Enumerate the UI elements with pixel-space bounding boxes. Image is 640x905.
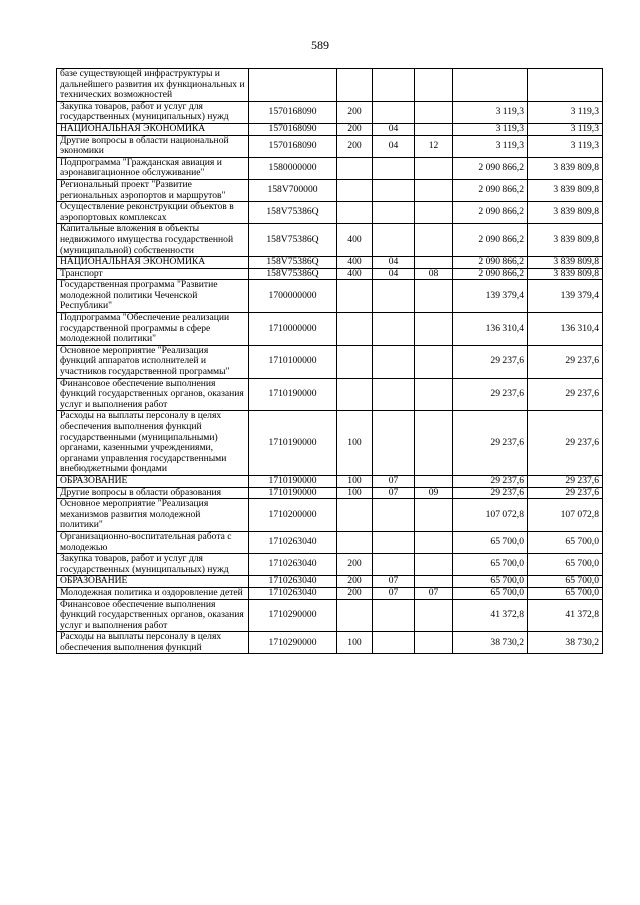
section-code <box>373 224 415 257</box>
expense-type <box>337 345 373 378</box>
amount-year-1: 2 090 866,2 <box>453 224 528 257</box>
amount-year-1: 2 090 866,2 <box>453 257 528 269</box>
expense-type <box>337 69 373 102</box>
subsection-code <box>415 69 453 102</box>
amount-year-2: 38 730,2 <box>528 632 603 654</box>
section-code: 07 <box>373 487 415 499</box>
section-code <box>373 179 415 201</box>
expense-type <box>337 313 373 346</box>
target-article-code: 158V75386Q <box>249 224 337 257</box>
target-article-code: 1570168090 <box>249 135 337 157</box>
expense-type <box>337 599 373 632</box>
amount-year-2 <box>528 69 603 102</box>
subsection-code <box>415 531 453 553</box>
subsection-code <box>415 224 453 257</box>
amount-year-1: 3 119,3 <box>453 101 528 123</box>
amount-year-2: 29 237,6 <box>528 487 603 499</box>
section-code <box>373 632 415 654</box>
amount-year-1: 29 237,6 <box>453 345 528 378</box>
amount-year-2: 65 700,0 <box>528 576 603 588</box>
target-article-code: 1710100000 <box>249 345 337 378</box>
table-row <box>57 576 603 588</box>
subsection-code <box>415 378 453 411</box>
expense-type <box>337 157 373 179</box>
amount-year-1: 29 237,6 <box>453 411 528 476</box>
section-code: 04 <box>373 268 415 280</box>
subsection-code <box>415 554 453 576</box>
subsection-code: 09 <box>415 487 453 499</box>
subsection-code: 08 <box>415 268 453 280</box>
expense-type: 100 <box>337 632 373 654</box>
amount-year-1 <box>453 69 528 102</box>
section-code <box>373 499 415 532</box>
row-name: Закупка товаров, работ и услуг для государственных (муниципальных) нужд <box>57 554 249 576</box>
expense-type: 100 <box>337 475 373 487</box>
target-article-code: 1710190000 <box>249 487 337 499</box>
table-row <box>57 378 603 411</box>
amount-year-1: 65 700,0 <box>453 576 528 588</box>
subsection-code <box>415 280 453 313</box>
table-row <box>57 268 603 280</box>
row-name: Расходы на выплаты персоналу в целях обеспечения выполнения функций <box>57 632 249 654</box>
target-article-code: 158V75386Q <box>249 257 337 269</box>
section-code <box>373 69 415 102</box>
amount-year-1: 136 310,4 <box>453 313 528 346</box>
amount-year-2: 3 839 809,8 <box>528 224 603 257</box>
table-row <box>57 157 603 179</box>
amount-year-1: 38 730,2 <box>453 632 528 654</box>
subsection-code: 07 <box>415 587 453 599</box>
row-name: Другие вопросы в области национальной экономики <box>57 135 249 157</box>
row-name: НАЦИОНАЛЬНАЯ ЭКОНОМИКА <box>57 123 249 135</box>
expense-type <box>337 499 373 532</box>
section-code <box>373 157 415 179</box>
amount-year-1: 41 372,8 <box>453 599 528 632</box>
subsection-code <box>415 257 453 269</box>
target-article-code: 158V75386Q <box>249 202 337 224</box>
table-row <box>57 123 603 135</box>
expense-type: 200 <box>337 587 373 599</box>
target-article-code: 1710263040 <box>249 531 337 553</box>
amount-year-2: 29 237,6 <box>528 345 603 378</box>
target-article-code <box>249 69 337 102</box>
expense-type <box>337 531 373 553</box>
amount-year-2: 65 700,0 <box>528 531 603 553</box>
table-row <box>57 487 603 499</box>
amount-year-1: 2 090 866,2 <box>453 268 528 280</box>
amount-year-1: 139 379,4 <box>453 280 528 313</box>
expense-type: 200 <box>337 101 373 123</box>
amount-year-2: 3 839 809,8 <box>528 202 603 224</box>
table-row <box>57 632 603 654</box>
row-name: базе существующей инфраструктуры и дальнейшего развития их функциональных и технических возможностей <box>57 69 249 102</box>
amount-year-2: 136 310,4 <box>528 313 603 346</box>
target-article-code: 158V75386Q <box>249 268 337 280</box>
amount-year-2: 3 119,3 <box>528 101 603 123</box>
amount-year-1: 3 119,3 <box>453 123 528 135</box>
amount-year-1: 3 119,3 <box>453 135 528 157</box>
amount-year-1: 2 090 866,2 <box>453 157 528 179</box>
amount-year-1: 65 700,0 <box>453 531 528 553</box>
target-article-code: 1710190000 <box>249 378 337 411</box>
row-name: Государственная программа "Развитие молодежной политики Чеченской Республики" <box>57 280 249 313</box>
row-name: Основное мероприятие "Реализация функций аппаратов исполнителей и участников государственной программы" <box>57 345 249 378</box>
section-code <box>373 554 415 576</box>
expense-type: 400 <box>337 257 373 269</box>
expense-type <box>337 280 373 313</box>
target-article-code: 1710290000 <box>249 632 337 654</box>
expense-type: 200 <box>337 554 373 576</box>
subsection-code <box>415 576 453 588</box>
target-article-code: 1710190000 <box>249 411 337 476</box>
row-name: Подпрограмма "Гражданская авиация и аэронавигационное обслуживание" <box>57 157 249 179</box>
row-name: Транспорт <box>57 268 249 280</box>
expense-type: 100 <box>337 411 373 476</box>
section-code: 07 <box>373 576 415 588</box>
amount-year-2: 3 839 809,8 <box>528 257 603 269</box>
amount-year-2: 3 839 809,8 <box>528 157 603 179</box>
subsection-code <box>415 157 453 179</box>
row-name: Молодежная политика и оздоровление детей <box>57 587 249 599</box>
subsection-code <box>415 411 453 476</box>
row-name: Капитальные вложения в объекты недвижимого имущества государственной (муниципальной) собственности <box>57 224 249 257</box>
target-article-code: 1700000000 <box>249 280 337 313</box>
amount-year-2: 139 379,4 <box>528 280 603 313</box>
target-article-code: 1710263040 <box>249 554 337 576</box>
section-code <box>373 599 415 632</box>
expense-type: 200 <box>337 576 373 588</box>
row-name: НАЦИОНАЛЬНАЯ ЭКОНОМИКА <box>57 257 249 269</box>
amount-year-2: 3 119,3 <box>528 123 603 135</box>
section-code <box>373 531 415 553</box>
amount-year-2: 3 839 809,8 <box>528 179 603 201</box>
row-name: Подпрограмма "Обеспечение реализации государственной программы в сфере молодежной политики" <box>57 313 249 346</box>
table-row <box>57 599 603 632</box>
amount-year-2: 65 700,0 <box>528 587 603 599</box>
row-name: Организационно-воспитательная работа с молодежью <box>57 531 249 553</box>
subsection-code: 12 <box>415 135 453 157</box>
table-body <box>57 69 603 654</box>
section-code <box>373 345 415 378</box>
expense-type <box>337 202 373 224</box>
subsection-code <box>415 599 453 632</box>
page-number: 589 <box>311 38 329 52</box>
section-code: 04 <box>373 257 415 269</box>
amount-year-1: 2 090 866,2 <box>453 202 528 224</box>
amount-year-2: 41 372,8 <box>528 599 603 632</box>
expense-type: 400 <box>337 268 373 280</box>
table-row <box>57 179 603 201</box>
expense-type: 200 <box>337 123 373 135</box>
section-code: 04 <box>373 135 415 157</box>
row-name: Расходы на выплаты персоналу в целях обеспечения выполнения функций государственными (муниципальными) органами, казенными учреждениями, органами управления государственными внебюджетными фондами <box>57 411 249 476</box>
table-row <box>57 475 603 487</box>
section-code <box>373 378 415 411</box>
amount-year-1: 29 237,6 <box>453 378 528 411</box>
target-article-code: 1710190000 <box>249 475 337 487</box>
table-row <box>57 257 603 269</box>
amount-year-2: 107 072,8 <box>528 499 603 532</box>
row-name: Закупка товаров, работ и услуг для государственных (муниципальных) нужд <box>57 101 249 123</box>
section-code <box>373 313 415 346</box>
expense-type: 400 <box>337 224 373 257</box>
amount-year-2: 29 237,6 <box>528 378 603 411</box>
amount-year-2: 29 237,6 <box>528 475 603 487</box>
row-name: Основное мероприятие "Реализация механизмов развития молодежной политики" <box>57 499 249 532</box>
section-code: 07 <box>373 587 415 599</box>
amount-year-1: 29 237,6 <box>453 475 528 487</box>
row-name: Другие вопросы в области образования <box>57 487 249 499</box>
subsection-code <box>415 202 453 224</box>
amount-year-2: 3 839 809,8 <box>528 268 603 280</box>
subsection-code <box>415 475 453 487</box>
subsection-code <box>415 313 453 346</box>
row-name: Финансовое обеспечение выполнения функций государственных органов, оказания услуг и выполнения работ <box>57 378 249 411</box>
subsection-code <box>415 632 453 654</box>
table-row <box>57 531 603 553</box>
row-name: ОБРАЗОВАНИЕ <box>57 475 249 487</box>
target-article-code: 1710000000 <box>249 313 337 346</box>
section-code <box>373 280 415 313</box>
expense-type <box>337 179 373 201</box>
row-name: Региональный проект "Развитие региональных аэропортов и маршрутов" <box>57 179 249 201</box>
target-article-code: 1710290000 <box>249 599 337 632</box>
subsection-code <box>415 101 453 123</box>
target-article-code: 1710200000 <box>249 499 337 532</box>
section-code <box>373 202 415 224</box>
section-code: 04 <box>373 123 415 135</box>
expense-type <box>337 378 373 411</box>
table-row <box>57 202 603 224</box>
amount-year-1: 65 700,0 <box>453 587 528 599</box>
expense-type: 200 <box>337 135 373 157</box>
row-name: Финансовое обеспечение выполнения функций государственных органов, оказания услуг и выполнения работ <box>57 599 249 632</box>
subsection-code <box>415 345 453 378</box>
section-code <box>373 411 415 476</box>
table-row <box>57 554 603 576</box>
section-code: 07 <box>373 475 415 487</box>
amount-year-2: 29 237,6 <box>528 411 603 476</box>
target-article-code: 1570168090 <box>249 123 337 135</box>
target-article-code: 1570168090 <box>249 101 337 123</box>
subsection-code <box>415 123 453 135</box>
target-article-code: 158V700000 <box>249 179 337 201</box>
row-name: Осуществление реконструкции объектов в аэропортовых комплексах <box>57 202 249 224</box>
subsection-code <box>415 499 453 532</box>
table-row <box>57 101 603 123</box>
subsection-code <box>415 179 453 201</box>
table-row <box>57 135 603 157</box>
amount-year-2: 65 700,0 <box>528 554 603 576</box>
target-article-code: 1710263040 <box>249 576 337 588</box>
table-row <box>57 411 603 476</box>
row-name: ОБРАЗОВАНИЕ <box>57 576 249 588</box>
amount-year-1: 107 072,8 <box>453 499 528 532</box>
amount-year-1: 29 237,6 <box>453 487 528 499</box>
expense-type: 100 <box>337 487 373 499</box>
table-row <box>57 224 603 257</box>
amount-year-1: 2 090 866,2 <box>453 179 528 201</box>
table-row <box>57 280 603 313</box>
table-row <box>57 345 603 378</box>
section-code <box>373 101 415 123</box>
table-row <box>57 69 603 102</box>
table-row <box>57 587 603 599</box>
target-article-code: 1580000000 <box>249 157 337 179</box>
amount-year-1: 65 700,0 <box>453 554 528 576</box>
budget-table <box>56 68 603 654</box>
table-row <box>57 499 603 532</box>
target-article-code: 1710263040 <box>249 587 337 599</box>
amount-year-2: 3 119,3 <box>528 135 603 157</box>
table-row <box>57 313 603 346</box>
